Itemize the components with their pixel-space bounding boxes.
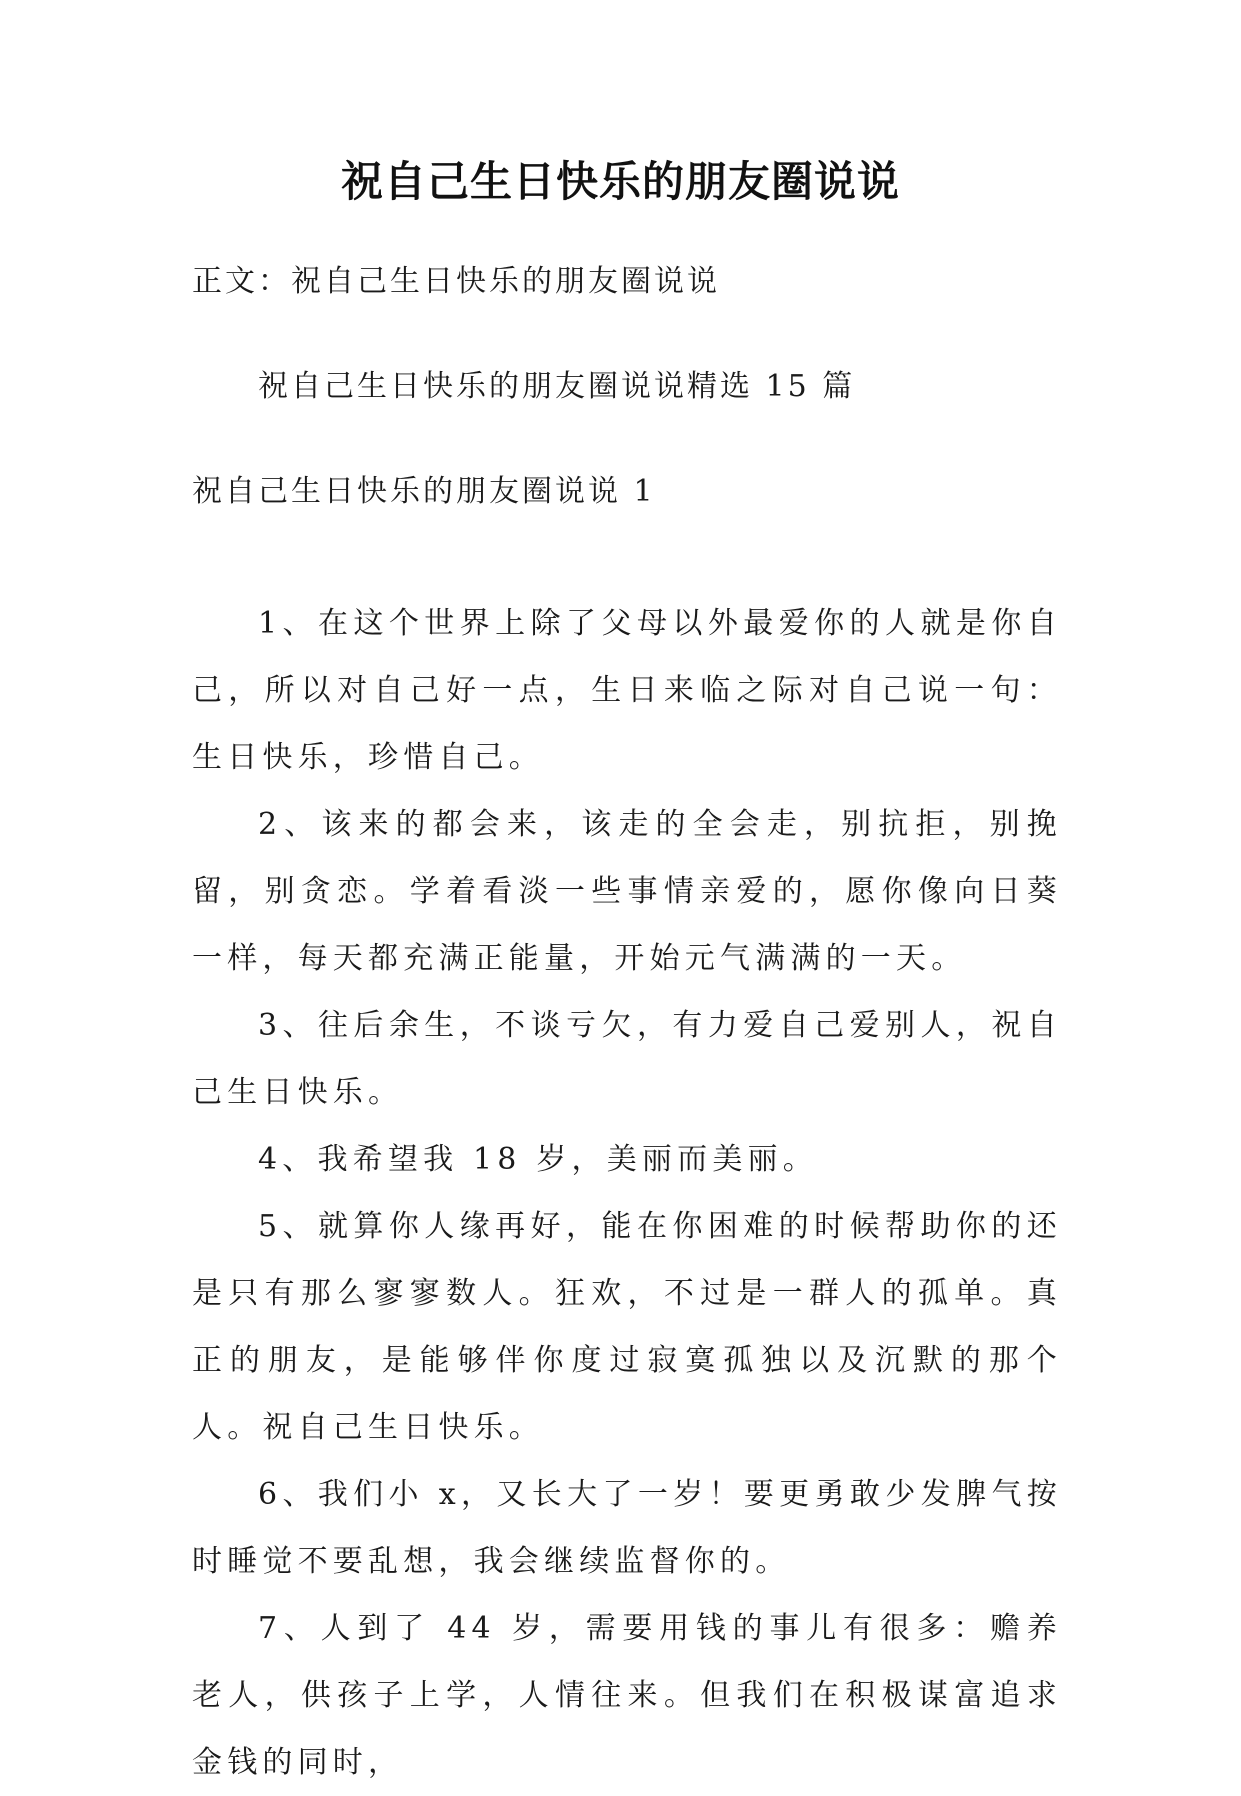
paragraph-2: 2、该来的都会来，该走的全会走，别抗拒，别挽留，别贪恋。学着看淡一些事情亲爱的，愿你像向日葵一样，每天都充满正能量，开始元气满满的一天。 bbox=[192, 807, 1062, 976]
document-title: 祝自己生日快乐的朋友圈说说 bbox=[340, 157, 900, 206]
section-heading: 祝自己生日快乐的朋友圈说说 1 bbox=[192, 474, 656, 509]
subtitle: 祝自己生日快乐的朋友圈说说精选 15 篇 bbox=[258, 369, 856, 404]
paragraph-7: 7、人到了 44 岁，需要用钱的事儿有很多：赡养老人，供孩子上学，人情往来。但我们在积极谋富追求金钱的同时， bbox=[192, 1611, 1062, 1780]
paragraph-3: 3、往后余生，不谈亏欠，有力爱自己爱别人，祝自己生日快乐。 bbox=[192, 1008, 1062, 1110]
paragraph-list bbox=[192, 590, 1062, 1796]
paragraph-4: 4、我希望我 18 岁，美丽而美丽。 bbox=[258, 1142, 818, 1177]
paragraph-6: 6、我们小 x，又长大了一岁！要更勇敢少发脾气按时睡觉不要乱想，我会继续监督你的。 bbox=[192, 1477, 1062, 1579]
paragraph-1: 1、在这个世界上除了父母以外最爱你的人就是你自己，所以对自己好一点，生日来临之际对自己说一句：生日快乐，珍惜自己。 bbox=[192, 606, 1062, 775]
body-label: 正文：祝自己生日快乐的朋友圈说说 bbox=[192, 264, 720, 299]
paragraph-5: 5、就算你人缘再好，能在你困难的时候帮助你的还是只有那么寥寥数人。狂欢，不过是一群人的孤单。真正的朋友，是能够伴你度过寂寞孤独以及沉默的那个人。祝自己生日快乐。 bbox=[192, 1209, 1062, 1445]
